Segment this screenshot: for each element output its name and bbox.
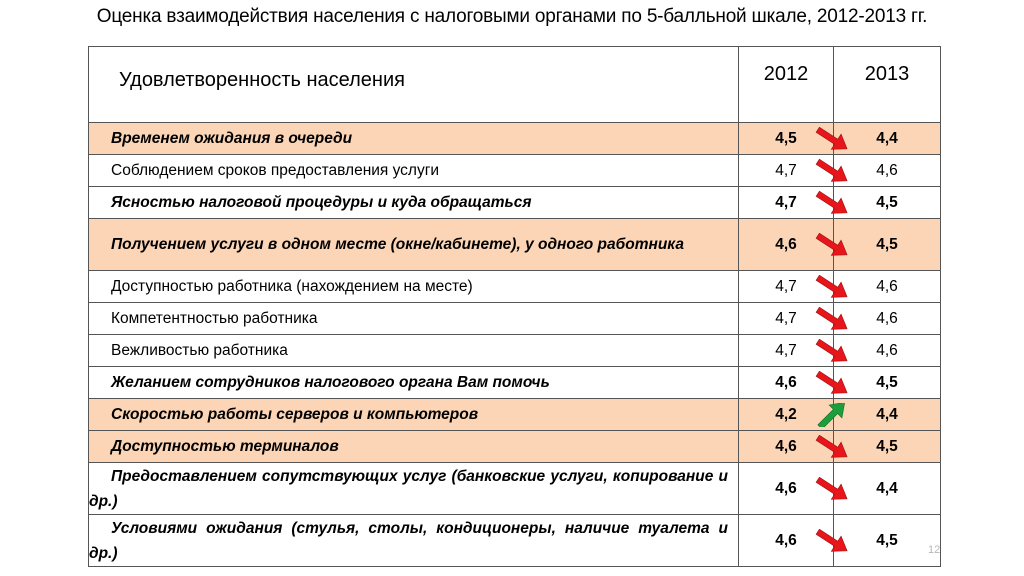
table-row — [89, 219, 941, 271]
value-2013: 4,6 — [876, 309, 898, 327]
value-2012: 4,7 — [739, 271, 834, 303]
value-2013: 4,6 — [876, 277, 898, 295]
value-2012: 4,7 — [739, 335, 834, 367]
criterion-label: Соблюдением сроков предоставления услуги — [111, 161, 440, 179]
header-year-2012: 2012 — [739, 47, 834, 123]
criterion-label: Вежливостью работника — [111, 341, 288, 359]
criterion-label: Предоставлением сопутствующих услуг (банковские услуги, копирование и др.) — [89, 467, 728, 510]
table-row — [89, 187, 941, 219]
satisfaction-table — [88, 46, 941, 567]
value-2012: 4,6 — [739, 515, 834, 567]
value-2013: 4,4 — [876, 405, 898, 423]
value-2013: 4,4 — [876, 479, 898, 497]
criterion-label: Доступностью терминалов — [111, 437, 339, 455]
value-2013-cell — [834, 303, 941, 335]
criterion-cell — [89, 271, 739, 303]
trend-down-arrow-icon — [812, 159, 852, 183]
value-2012: 4,7 — [739, 187, 834, 219]
criterion-cell — [89, 463, 739, 515]
criterion-cell — [89, 123, 739, 155]
table-row — [89, 123, 941, 155]
criterion-cell — [89, 515, 739, 567]
criterion-cell — [89, 431, 739, 463]
value-2012: 4,6 — [739, 431, 834, 463]
value-2012: 4,7 — [739, 303, 834, 335]
criterion-cell — [89, 367, 739, 399]
value-2012: 4,7 — [739, 155, 834, 187]
trend-down-arrow-icon — [812, 233, 852, 257]
value-2013: 4,6 — [876, 341, 898, 359]
criterion-label: Получением услуги в одном месте (окне/кабинете), у одного работника — [111, 236, 684, 253]
value-2013-cell — [834, 399, 941, 431]
table-row — [89, 303, 941, 335]
trend-down-arrow-icon — [812, 307, 852, 331]
criterion-label: Временем ожидания в очереди — [111, 129, 353, 147]
header-label: Удовлетворенность населения — [89, 47, 739, 123]
criterion-cell — [89, 303, 739, 335]
table-row — [89, 463, 941, 515]
criterion-cell — [89, 219, 739, 271]
value-2013-cell — [834, 155, 941, 187]
value-2013-cell — [834, 431, 941, 463]
slide-title: Оценка взаимодействия населения с налоговыми органами по 5-балльной шкале, 2012-2013 гг. — [96, 6, 928, 27]
value-2013-cell — [834, 515, 941, 567]
value-2013-cell — [834, 271, 941, 303]
trend-down-arrow-icon — [812, 529, 852, 553]
page-number: 12 — [928, 544, 941, 556]
table-row — [89, 271, 941, 303]
table-row — [89, 431, 941, 463]
table-header-row — [89, 47, 941, 123]
trend-down-arrow-icon — [812, 435, 852, 459]
value-2012: 4,6 — [739, 367, 834, 399]
criterion-label: Условиями ожидания (стулья, столы, кондиционеры, наличие туалета и др.) — [89, 519, 728, 562]
value-2012: 4,6 — [739, 463, 834, 515]
criterion-cell — [89, 187, 739, 219]
table-row — [89, 335, 941, 367]
criterion-label: Ясностью налоговой процедуры и куда обращаться — [111, 193, 532, 211]
value-2013: 4,5 — [876, 373, 898, 391]
criterion-cell — [89, 155, 739, 187]
table-row — [89, 399, 941, 431]
table-row — [89, 367, 941, 399]
value-2013: 4,5 — [876, 235, 898, 253]
criterion-label: Доступностью работника (нахождением на месте) — [111, 277, 473, 295]
value-2013-cell — [834, 463, 941, 515]
value-2013: 4,4 — [876, 129, 898, 147]
trend-up-arrow-icon — [812, 403, 852, 427]
value-2013: 4,5 — [876, 531, 898, 549]
value-2013-cell — [834, 187, 941, 219]
criterion-label: Желанием сотрудников налогового органа Вам помочь — [111, 373, 550, 391]
header-year-2013: 2013 — [834, 47, 941, 123]
value-2012: 4,5 — [739, 123, 834, 155]
table-row — [89, 515, 941, 567]
value-2013-cell — [834, 367, 941, 399]
criterion-cell — [89, 335, 739, 367]
value-2013-cell — [834, 335, 941, 367]
value-2013-cell — [834, 123, 941, 155]
value-2013-cell — [834, 219, 941, 271]
value-2012: 4,2 — [739, 399, 834, 431]
value-2012: 4,6 — [739, 219, 834, 271]
value-2013: 4,6 — [876, 161, 898, 179]
criterion-label: Компетентностью работника — [111, 309, 318, 327]
criterion-cell — [89, 399, 739, 431]
trend-down-arrow-icon — [812, 275, 852, 299]
value-2013: 4,5 — [876, 437, 898, 455]
trend-down-arrow-icon — [812, 127, 852, 151]
table-row — [89, 155, 941, 187]
value-2013: 4,5 — [876, 193, 898, 211]
trend-down-arrow-icon — [812, 339, 852, 363]
trend-down-arrow-icon — [812, 477, 852, 501]
criterion-label: Скоростью работы серверов и компьютеров — [111, 405, 479, 423]
trend-down-arrow-icon — [812, 371, 852, 395]
trend-down-arrow-icon — [812, 191, 852, 215]
